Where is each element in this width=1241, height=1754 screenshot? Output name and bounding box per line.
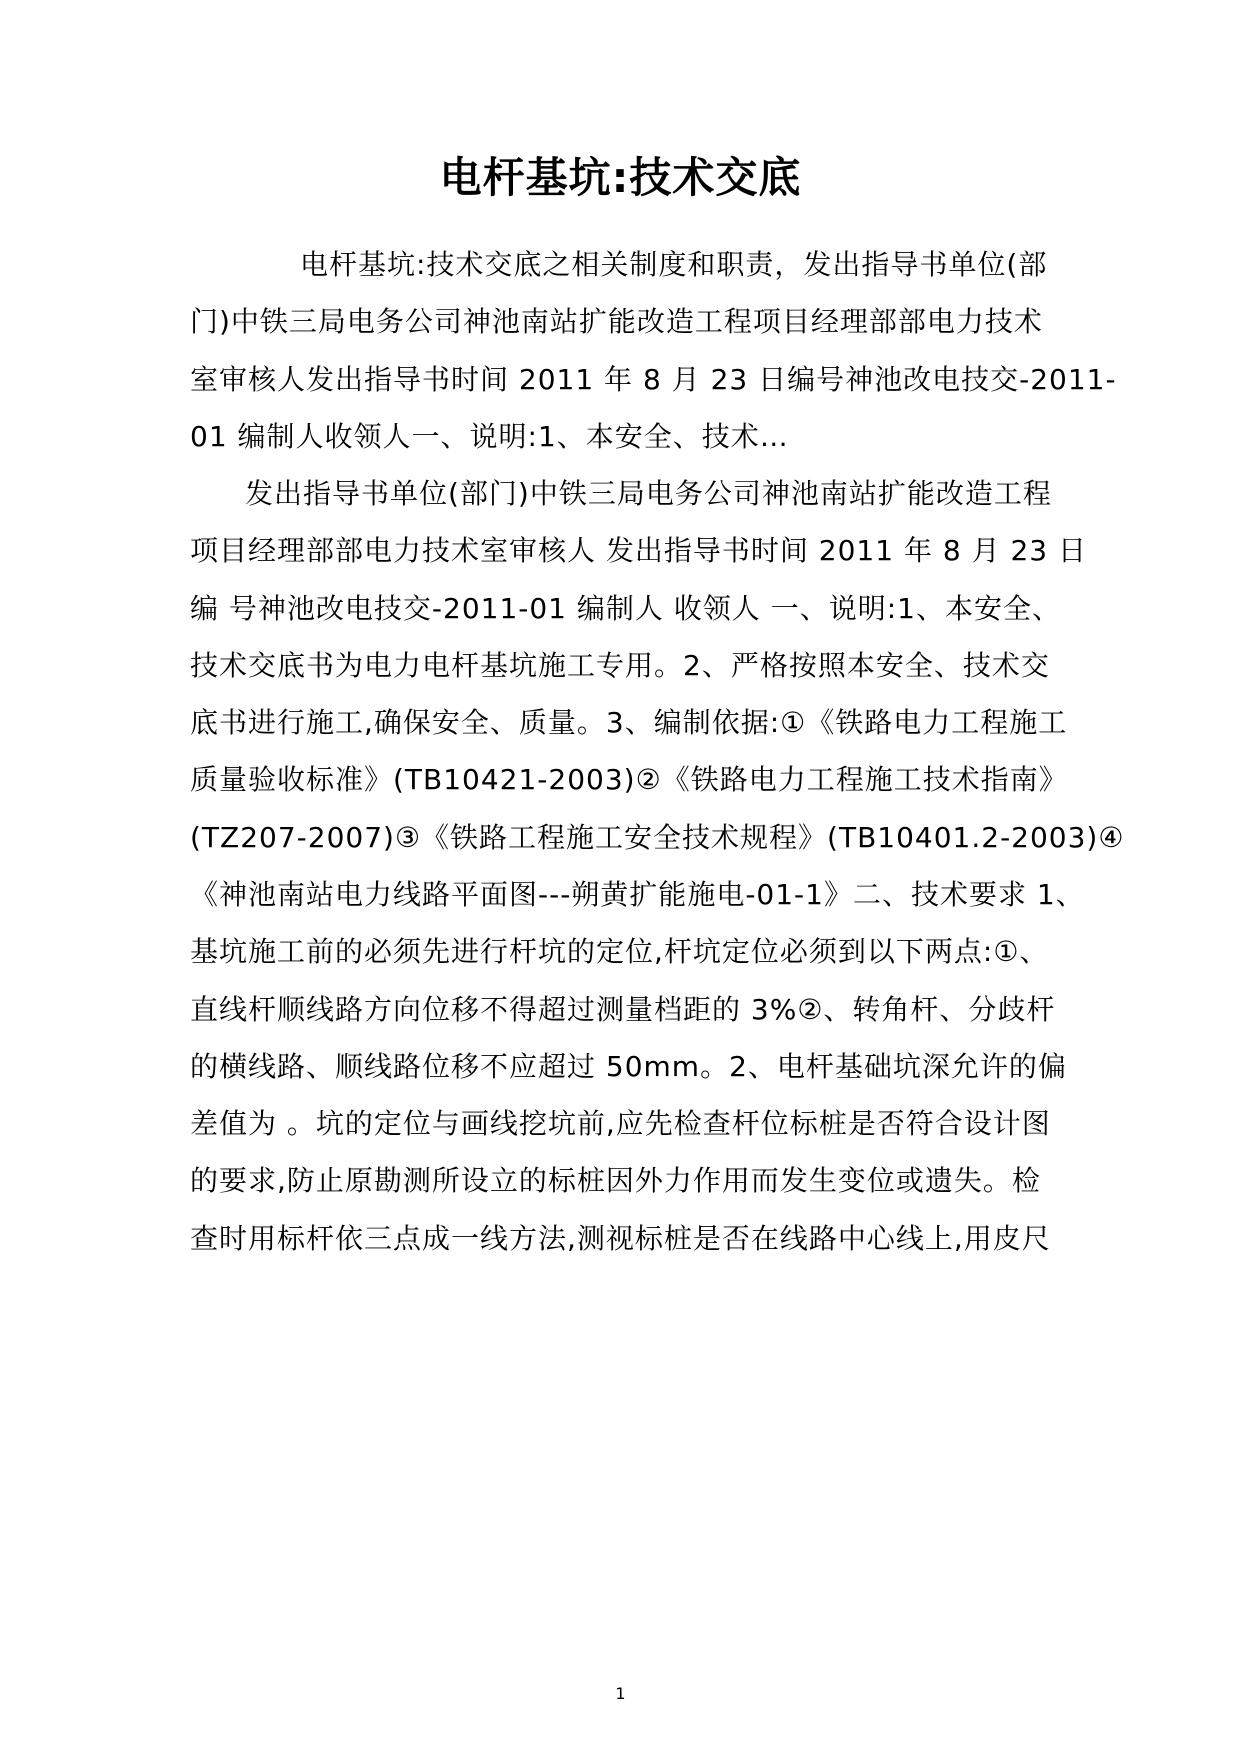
paragraph-2-line-12: 差值为 。坑的定位与画线挖坑前,应先检查杆位标桩是否符合设计图: [190, 1107, 1051, 1140]
paragraph-2-line-2: 项目经理部部电力技术室审核人 发出指导书时间 2011 年 8 月 23 日: [190, 534, 1088, 567]
paragraph-2-line-6: 质量验收标准》(TB10421-2003)②《铁路电力工程施工技术指南》: [190, 763, 1068, 796]
paragraph-2-line-4: 技术交底书为电力电杆基坑施工专用。2、严格按照本安全、技术交: [190, 649, 1050, 682]
paragraph-2-line-10: 直线杆顺线路方向位移不得超过测量档距的 3%②、转角杆、分歧杆: [190, 993, 1056, 1026]
paragraph-1-line-4: 01 编制人收领人一、说明:1、本安全、技术…: [190, 420, 789, 453]
paragraph-2-line-9: 基坑施工前的必须先进行杆坑的定位,杆坑定位必须到以下两点:①、: [190, 935, 1049, 968]
document-title: 电杆基坑:技术交底: [439, 153, 802, 202]
paragraph-2-line-5: 底书进行施工,确保安全、质量。3、编制依据:①《铁路电力工程施工: [190, 706, 1068, 739]
paragraph-2-line-7: (TZ207-2007)③《铁路工程施工安全技术规程》(TB10401.2-2003)④: [190, 821, 1125, 854]
paragraph-2-line-14: 查时用标杆依三点成一线方法,测视标桩是否在线路中心线上,用皮尺: [190, 1222, 1051, 1255]
paragraph-2-line-3: 编 号神池改电技交-2011-01 编制人 收领人 一、说明:1、本安全、: [190, 592, 1061, 625]
paragraph-2-line-8: 《神池南站电力线路平面图---朔黄扩能施电-01-1》二、技术要求 1、: [190, 878, 1085, 911]
paragraph-2-line-11: 的横线路、顺线路位移不应超过 50mm。2、电杆基础坑深允许的偏: [190, 1050, 1067, 1083]
paragraph-1-line-2: 门)中铁三局电务公司神池南站扩能改造工程项目经理部部电力技术: [190, 305, 1043, 338]
paragraph-1-line-3: 室审核人发出指导书时间 2011 年 8 月 23 日编号神池改电技交-2011-: [190, 363, 1117, 396]
paragraph-1-line-1: 电杆基坑:技术交底之相关制度和职责，发出指导书单位(部: [300, 248, 1048, 281]
page-number: 1: [615, 1684, 626, 1703]
paragraph-2-line-13: 的要求,防止原勘测所设立的标桩因外力作用而发生变位或遗失。检: [190, 1164, 1041, 1197]
paragraph-2-line-1: 发出指导书单位(部门)中铁三局电务公司神池南站扩能改造工程: [245, 477, 1052, 510]
